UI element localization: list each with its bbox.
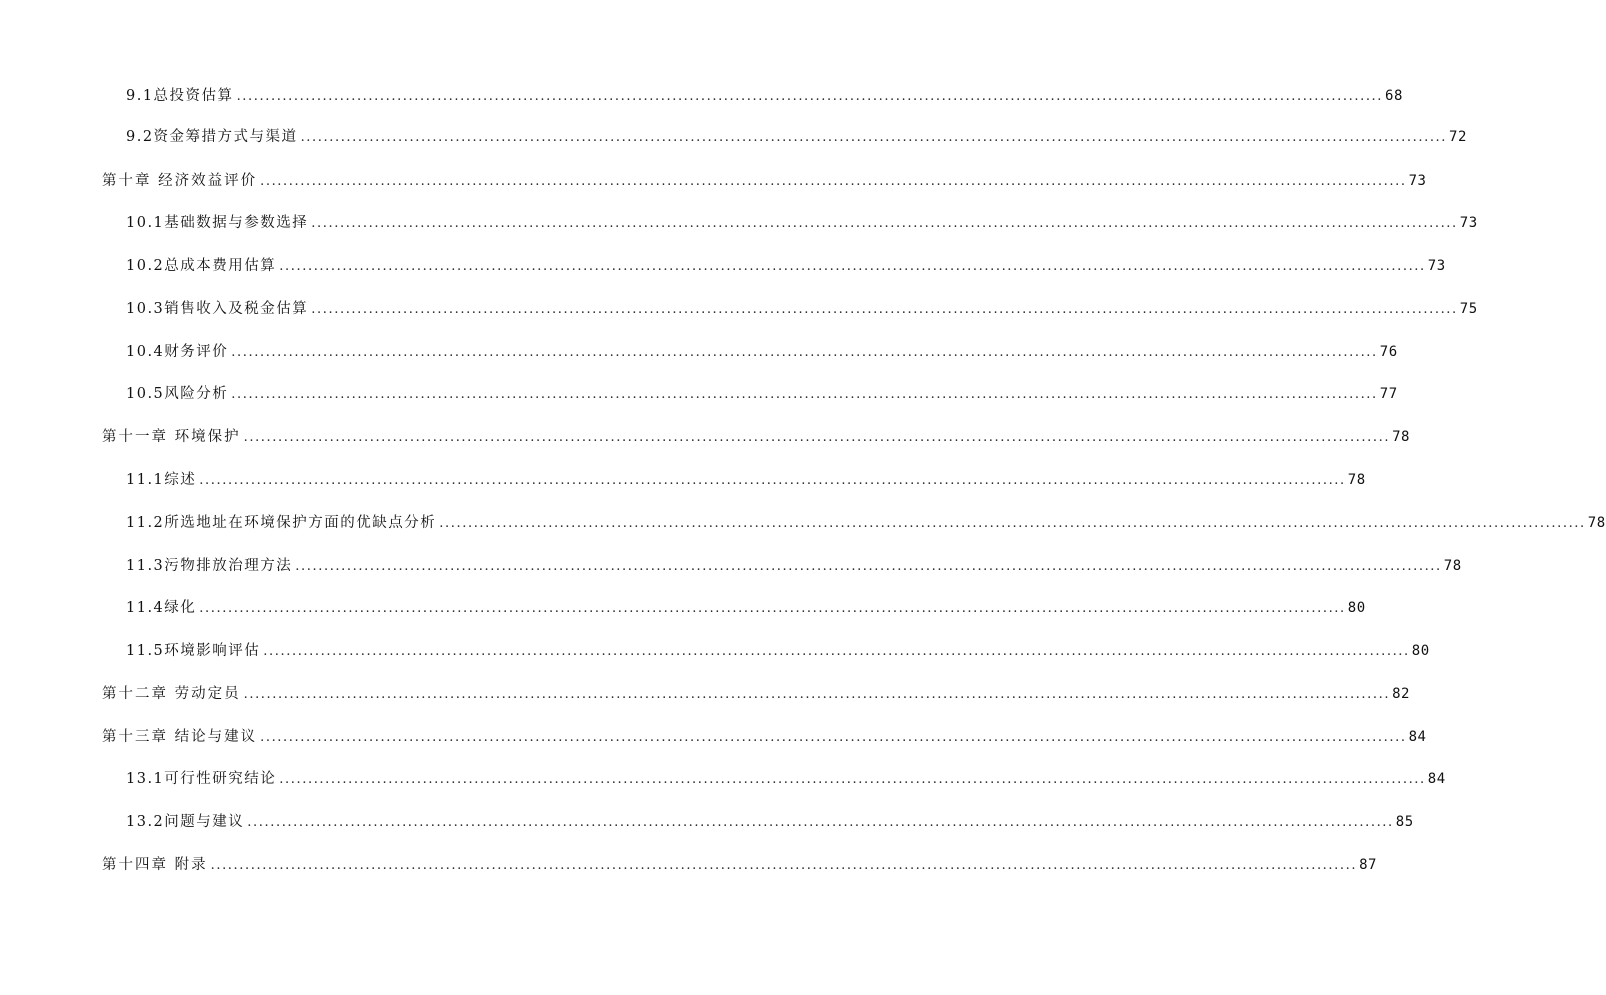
toc-entry-label: 11.2所选地址在环境保护方面的优缺点分析 — [126, 515, 437, 531]
toc-leader-dots: ........................................................................................................................................................................................................ — [300, 130, 1448, 145]
toc-leader-dots: ........................................................................................................................................................................................................ — [210, 858, 1358, 873]
toc-entry-page: 80 — [1411, 643, 1430, 659]
toc-entry-page: 84 — [1427, 771, 1446, 787]
toc-leader-dots: ........................................................................................................................................................................................................ — [231, 345, 1378, 360]
toc-entry-label: 11.4绿化 — [126, 600, 197, 616]
toc-entry-9-1[interactable] — [126, 84, 1403, 108]
toc-leader-dots: ........................................................................................................................................................................................................ — [311, 216, 1458, 231]
toc-entry-page: 82 — [1392, 686, 1410, 702]
toc-entry-13-2[interactable] — [126, 810, 1414, 834]
toc-entry-label: 第十三章 结论与建议 — [102, 729, 258, 745]
toc-entry-label: 11.3污物排放治理方法 — [126, 558, 293, 574]
toc-entry-10-4[interactable] — [126, 340, 1398, 364]
toc-entry-label: 10.1基础数据与参数选择 — [126, 215, 309, 231]
toc-entry-chapter-10[interactable] — [102, 169, 1427, 193]
toc-leader-dots: ........................................................................................................................................................................................................ — [243, 430, 1391, 445]
toc-leader-dots: ........................................................................................................................................................................................................ — [260, 174, 1407, 189]
toc-entry-9-2[interactable] — [126, 125, 1467, 149]
toc-entry-11-2[interactable] — [126, 511, 1606, 535]
toc-entry-chapter-12[interactable] — [102, 682, 1410, 706]
toc-entry-10-2[interactable] — [126, 254, 1446, 278]
toc-entry-10-1[interactable] — [126, 211, 1478, 235]
toc-entry-page: 75 — [1459, 301, 1478, 317]
toc-leader-dots: ........................................................................................................................................................................................................ — [243, 687, 1391, 702]
toc-entry-page: 78 — [1392, 429, 1410, 445]
toc-entry-11-5[interactable] — [126, 639, 1430, 663]
toc-entry-11-4[interactable] — [126, 596, 1366, 620]
toc-entry-page: 73 — [1459, 215, 1478, 231]
toc-entry-chapter-13[interactable] — [102, 725, 1427, 749]
toc-entry-11-1[interactable] — [126, 468, 1366, 492]
toc-entry-label: 11.5环境影响评估 — [126, 643, 261, 659]
toc-entry-10-3[interactable] — [126, 297, 1478, 321]
toc-entry-chapter-11[interactable] — [102, 425, 1410, 449]
toc-leader-dots: ........................................................................................................................................................................................................ — [279, 259, 1426, 274]
toc-entry-page: 76 — [1379, 344, 1398, 360]
toc-entry-page: 78 — [1443, 558, 1462, 574]
toc-leader-dots: ........................................................................................................................................................................................................ — [263, 644, 1410, 659]
toc-entry-label: 13.2问题与建议 — [126, 814, 245, 830]
toc-entry-label: 9.2资金筹措方式与渠道 — [126, 129, 298, 145]
toc-entry-label: 第十四章 附录 — [102, 857, 208, 873]
toc-leader-dots: ........................................................................................................................................................................................................ — [199, 473, 1346, 488]
toc-entry-label: 10.4财务评价 — [126, 344, 229, 360]
toc-entry-label: 10.3销售收入及税金估算 — [126, 301, 309, 317]
toc-entry-page: 78 — [1347, 472, 1366, 488]
toc-leader-dots: ........................................................................................................................................................................................................ — [247, 815, 1394, 830]
toc-entry-page: 84 — [1408, 729, 1427, 745]
toc-entry-label: 第十一章 环境保护 — [102, 429, 241, 445]
toc-entry-label: 9.1总投资估算 — [126, 88, 234, 104]
toc-entry-page: 72 — [1449, 129, 1467, 145]
toc-leader-dots: ........................................................................................................................................................................................................ — [260, 730, 1407, 745]
toc-leader-dots: ........................................................................................................................................................................................................ — [231, 387, 1378, 402]
toc-entry-label: 10.5风险分析 — [126, 386, 229, 402]
toc-entry-page: 87 — [1359, 857, 1377, 873]
toc-entry-page: 85 — [1395, 814, 1414, 830]
toc-entry-10-5[interactable] — [126, 382, 1398, 406]
toc-leader-dots: ........................................................................................................................................................................................................ — [311, 302, 1458, 317]
toc-entry-chapter-14[interactable] — [102, 853, 1377, 877]
toc-leader-dots: ........................................................................................................................................................................................................ — [236, 89, 1384, 104]
toc-leader-dots: ........................................................................................................................................................................................................ — [199, 601, 1346, 616]
toc-entry-label: 第十章 经济效益评价 — [102, 173, 258, 189]
toc-entry-page: 73 — [1408, 173, 1427, 189]
toc-entry-page: 78 — [1587, 515, 1606, 531]
toc-leader-dots: ........................................................................................................................................................................................................ — [439, 516, 1586, 531]
toc-entry-label: 13.1可行性研究结论 — [126, 771, 277, 787]
toc-entry-label: 11.1综述 — [126, 472, 197, 488]
toc-entry-page: 80 — [1347, 600, 1366, 616]
toc-entry-label: 第十二章 劳动定员 — [102, 686, 241, 702]
toc-entry-page: 68 — [1385, 88, 1403, 104]
toc-entry-page: 77 — [1379, 386, 1398, 402]
toc-entry-page: 73 — [1427, 258, 1446, 274]
toc-entry-label: 10.2总成本费用估算 — [126, 258, 277, 274]
toc-entry-13-1[interactable] — [126, 767, 1446, 791]
toc-leader-dots: ........................................................................................................................................................................................................ — [295, 559, 1442, 574]
toc-entry-11-3[interactable] — [126, 554, 1462, 578]
toc-leader-dots: ........................................................................................................................................................................................................ — [279, 772, 1426, 787]
